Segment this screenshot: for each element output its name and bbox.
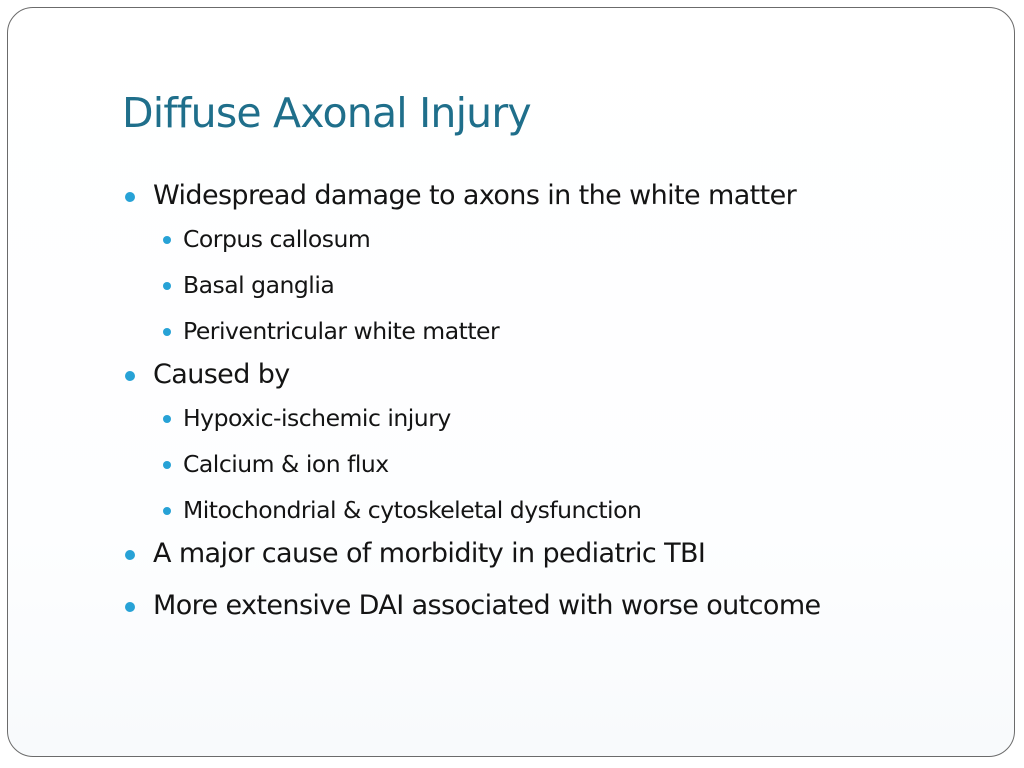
bullet-dot-icon xyxy=(163,328,171,336)
sub-bullet-item xyxy=(124,222,821,256)
bullet-dot-icon xyxy=(163,282,171,290)
bullet-dot-icon xyxy=(125,192,135,202)
bullet-dot-icon xyxy=(125,602,135,612)
sub-list-wrap xyxy=(124,222,821,348)
bullet-item xyxy=(124,355,821,395)
sub-bullet-text: Periventricular white matter xyxy=(183,317,500,345)
bullet-text: More extensive DAI associated with worse outcome xyxy=(153,590,821,621)
sub-bullet-item xyxy=(124,401,821,435)
bullet-dot-icon xyxy=(125,371,135,381)
sub-bullet-text: Basal ganglia xyxy=(183,271,335,299)
bullet-item xyxy=(124,176,821,216)
sub-bullet-item xyxy=(124,268,821,302)
bullet-dot-icon xyxy=(163,415,171,423)
bullet-dot-icon xyxy=(163,507,171,515)
bullet-dot-icon xyxy=(163,461,171,469)
bullet-item xyxy=(124,534,821,574)
bullet-text: Caused by xyxy=(153,359,290,390)
sub-bullet-text: Calcium & ion flux xyxy=(183,450,389,478)
bullet-dot-icon xyxy=(163,236,171,244)
bullet-dot-icon xyxy=(125,550,135,560)
sub-bullet-item xyxy=(124,493,821,527)
bullet-item xyxy=(124,586,821,626)
slide-frame xyxy=(7,7,1015,757)
bullet-text: A major cause of morbidity in pediatric TBI xyxy=(153,538,706,569)
sub-bullet-item xyxy=(124,447,821,481)
sub-bullet-item xyxy=(124,314,821,348)
sub-bullet-text: Hypoxic-ischemic injury xyxy=(183,404,451,432)
sub-bullet-list xyxy=(124,222,821,348)
sub-bullet-text: Mitochondrial & cytoskeletal dysfunction xyxy=(183,496,642,524)
slide-title: Diffuse Axonal Injury xyxy=(122,89,531,137)
sub-bullet-list xyxy=(124,401,821,527)
sub-list-wrap xyxy=(124,401,821,527)
bullet-text: Widespread damage to axons in the white matter xyxy=(153,180,797,211)
bullet-list xyxy=(124,176,821,626)
sub-bullet-text: Corpus callosum xyxy=(183,225,371,253)
